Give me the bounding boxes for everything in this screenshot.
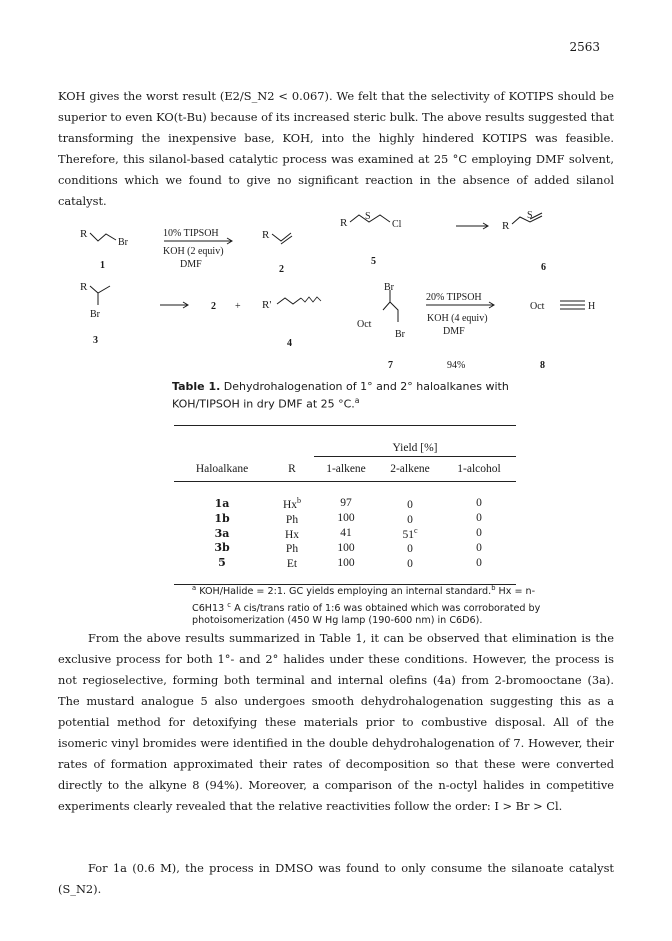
label-5: 5	[371, 256, 376, 267]
bond-2	[272, 233, 291, 241]
label-6: 6	[541, 262, 546, 273]
atom-r-1: R	[80, 228, 88, 240]
col-1-alkene: 1-alkene	[326, 463, 366, 475]
results-table	[174, 425, 516, 585]
bond-4	[277, 298, 301, 304]
paragraph-results: From the above results summarized in Table 1, it can be observed that elimination is the exclusive process for both 1°- and 2° halides under these conditions. However, the process is not regioselective, forming both terminal and internal olefins (4a) from 2-bromooctane (3a). The mustard analogue 5 also undergoes smooth dehydrohalogenation suggesting this as a potential method for detoxifying these materials prior to combustive disposal. All of the isomeric vinyl bromides were identified in the double dehydrohalogenation of 7. However, their rates of formation approximated their rates of decomposition so that these were converted directly to the alkyne 8 (94%). Moreover, a comparison of the n-octyl halides in competitive experiments clearly revealed that the relative reactivities follow the order: I > Br > Cl.	[58, 631, 614, 813]
product-2-ref: 2	[211, 301, 216, 312]
col-r: R	[288, 462, 296, 475]
table-row: 3b Ph 100 0 0	[214, 541, 482, 556]
reagent-top: 10% TIPSOH	[163, 228, 219, 239]
reagent-bottom-1: KOH (2 equiv)	[163, 246, 224, 257]
table-caption	[172, 380, 512, 412]
table-caption-label: Table 1.	[172, 380, 221, 393]
page-number: 2563	[569, 40, 600, 54]
plus-sign: +	[235, 301, 241, 312]
reagent-bottom-2: DMF	[180, 259, 202, 270]
table-row: 1a Hx$^b$ 97 0 0	[214, 496, 482, 511]
label-2: 2	[279, 264, 284, 275]
table-caption-text: Dehydrohalogenation of 1° and 2° haloalkanes with KOH/TIPSOH in dry DMF at 25 °C.	[172, 380, 509, 411]
yield-7: 94%	[447, 360, 466, 371]
table-footnotes: $^a$ KOH/Halide = 2:1. GC yields employing an internal standard.$^b$ Hx = n-C6H13 $^c$ A cis/trans ratio of 1:6 was obtained which was corroborated by photoisomerization (450 W Hg lamp (190-600 nm) in C6D6).	[192, 584, 541, 627]
atom-oct-8: Oct	[530, 301, 545, 312]
atom-br-3: Br	[90, 309, 100, 320]
atom-r-6: R	[502, 220, 510, 232]
reagent2-bottom-2: DMF	[443, 326, 465, 337]
table-row: 3a Hx 41 51$^c$ 0	[214, 525, 482, 541]
label-4: 4	[287, 338, 292, 349]
col-1-alcohol: 1-alcohol	[457, 463, 501, 475]
footnote-b: Hx = n-C6H13	[192, 586, 536, 614]
paragraph-intro: KOH gives the worst result (E2/S_N2 < 0.067). We felt that the selectivity of KOTIPS should be superior to even KO(t-Bu) because of its increased steric bulk. The above results suggested that transforming the inexpensive base, KOH, into the highly hindered KOTIPS was feasible. Therefore, this silanol-based catalytic process was examined at 25 °C employing DMF solvent, conditions which we found to give no significant reaction in the absence of added silanol catalyst.	[58, 89, 614, 208]
atom-s-5: S	[365, 211, 371, 222]
atom-br-7b: Br	[395, 329, 405, 340]
table-row: 5 Et 100 0 0	[218, 556, 482, 571]
col-haloalkane: Haloalkane	[195, 462, 249, 475]
bond-7	[383, 302, 398, 322]
atom-r-5: R	[340, 217, 348, 229]
reagent2-bottom-1: KOH (4 equiv)	[427, 313, 488, 324]
bond-3	[90, 286, 110, 293]
table-caption-marker: a	[354, 396, 360, 405]
bond-1	[90, 233, 116, 241]
atom-oct-7: Oct	[357, 319, 372, 330]
atom-r-prime-4: R'	[262, 299, 272, 311]
atom-h-8: H	[588, 301, 596, 312]
table-row: 1b Ph 100 0 0	[214, 511, 482, 526]
atom-cl-5: Cl	[392, 219, 402, 230]
label-1: 1	[100, 260, 105, 271]
reagent2-top: 20% TIPSOH	[426, 292, 482, 303]
atom-s-6: S	[527, 210, 533, 221]
col-2-alkene: 2-alkene	[390, 463, 430, 475]
atom-r-2: R	[262, 229, 270, 241]
atom-br-7a: Br	[384, 282, 394, 293]
atom-br-1: Br	[118, 237, 128, 248]
label-7: 7	[388, 360, 393, 371]
footnote-c: A cis/trans ratio of 1:6 was obtained which was corroborated by photoisomerization (450 W Hg lamp (190-600 nm) in C6D6).	[192, 602, 541, 627]
label-3: 3	[93, 335, 98, 346]
atom-r-3: R	[80, 281, 88, 293]
label-8: 8	[540, 360, 545, 371]
reaction-scheme	[0, 210, 672, 380]
yield-header: Yield [%]	[314, 440, 516, 457]
footnote-a: KOH/Halide = 2:1. GC yields employing an internal standard.	[199, 586, 492, 598]
paragraph-dmso: For 1a (0.6 M), the process in DMSO was found to only consume the silanoate catalyst (S_N2).	[58, 861, 614, 896]
